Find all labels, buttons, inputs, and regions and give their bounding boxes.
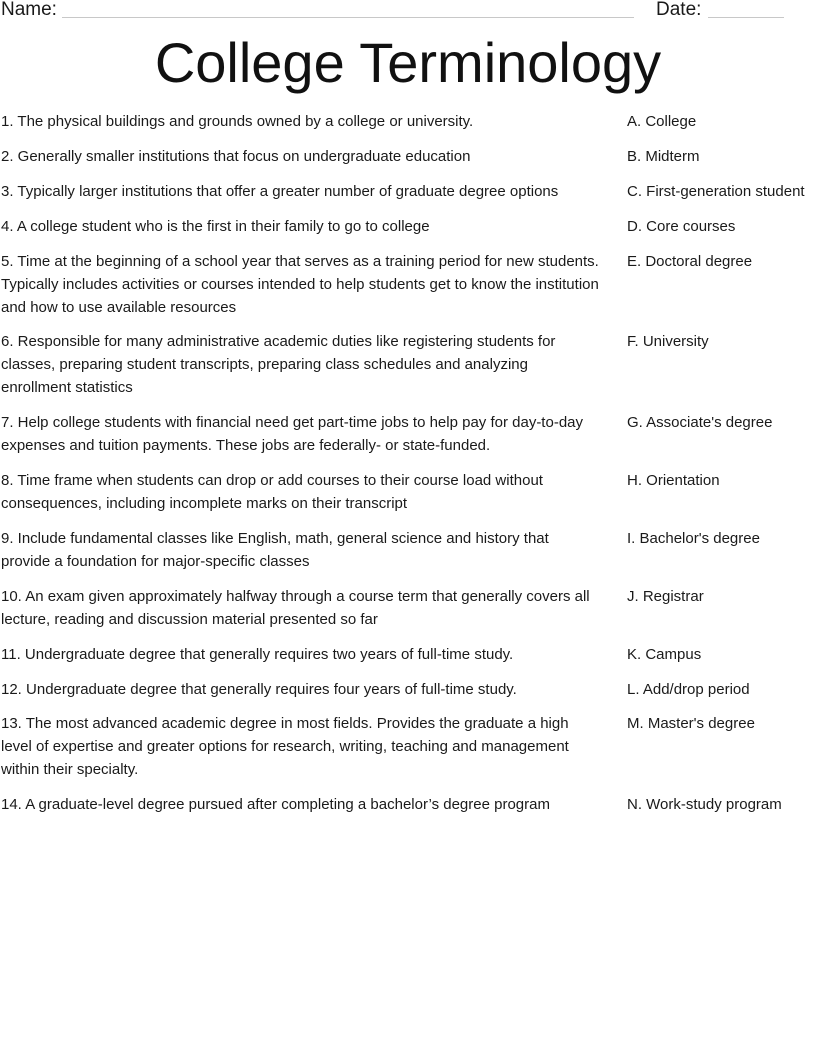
question-text: 9. Include fundamental classes like English, math, general science and history that provide a foundation for major-specific classes — [1, 530, 549, 570]
date-label: Date: — [656, 0, 702, 20]
question-text: 1. The physical buildings and grounds owned by a college or university. — [1, 113, 474, 130]
answer-option: K. Campus — [627, 646, 702, 663]
question-row — [0, 145, 816, 168]
question-row — [0, 110, 816, 133]
question-text: 2. Generally smaller institutions that focus on undergraduate education — [1, 148, 471, 165]
question-row — [0, 330, 816, 399]
answer-option: I. Bachelor's degree — [627, 530, 760, 547]
answer-option: G. Associate's degree — [627, 414, 773, 431]
answer-option: C. First-generation student — [627, 183, 805, 200]
question-row — [0, 527, 816, 573]
question-row — [0, 643, 816, 666]
page-title: College Terminology — [154, 31, 662, 94]
question-text: 6. Responsible for many administrative academic duties like registering students for classes, preparing student transcripts, preparing class schedules and analyzing enrollment statistics — [1, 333, 556, 396]
question-text: 3. Typically larger institutions that offer a greater number of graduate degree options — [1, 183, 559, 200]
question-text: 7. Help college students with financial need get part-time jobs to help pay for day-to-day expenses and tuition payments. These jobs are federally- or state-funded. — [1, 414, 583, 454]
name-blank-line — [62, 17, 634, 18]
question-list — [0, 110, 816, 816]
question-text: 10. An exam given approximately halfway through a course term that generally covers all lecture, reading and discussion material presented so far — [1, 588, 590, 628]
answer-option: F. University — [627, 333, 709, 350]
question-row — [0, 180, 816, 203]
question-text: 13. The most advanced academic degree in most fields. Provides the graduate a high level of expertise and greater options for research, writing, teaching and management within their specialty. — [1, 715, 569, 778]
question-row — [0, 411, 816, 457]
question-row — [0, 585, 816, 631]
question-text: 14. A graduate-level degree pursued after completing a bachelor’s degree program — [1, 796, 550, 813]
answer-option: E. Doctoral degree — [627, 253, 753, 270]
question-text: 4. A college student who is the first in their family to go to college — [1, 218, 430, 235]
worksheet-header — [0, 0, 816, 22]
answer-option: N. Work-study program — [627, 796, 782, 813]
answer-option: M. Master's degree — [627, 715, 755, 732]
question-text: 8. Time frame when students can drop or add courses to their course load without consequences, including incomplete marks on their transcript — [1, 472, 543, 512]
question-row — [0, 215, 816, 238]
answer-option: B. Midterm — [627, 148, 700, 165]
answer-option: J. Registrar — [627, 588, 704, 605]
question-text: 11. Undergraduate degree that generally requires two years of full-time study. — [1, 646, 514, 663]
question-row — [0, 712, 816, 781]
answer-option: A. College — [627, 113, 697, 130]
answer-option: L. Add/drop period — [627, 681, 750, 698]
question-row — [0, 469, 816, 515]
question-row — [0, 250, 816, 319]
question-text: 5. Time at the beginning of a school year that serves as a training period for new students. Typically includes activities or courses intended to help students get to know the institution and how to use available resources — [1, 253, 599, 316]
answer-option: H. Orientation — [627, 472, 720, 489]
answer-option: D. Core courses — [627, 218, 736, 235]
name-label: Name: — [1, 0, 57, 20]
question-row — [0, 793, 816, 816]
question-text: 12. Undergraduate degree that generally requires four years of full-time study. — [1, 681, 517, 698]
question-row — [0, 678, 816, 701]
date-blank-line — [708, 17, 784, 18]
